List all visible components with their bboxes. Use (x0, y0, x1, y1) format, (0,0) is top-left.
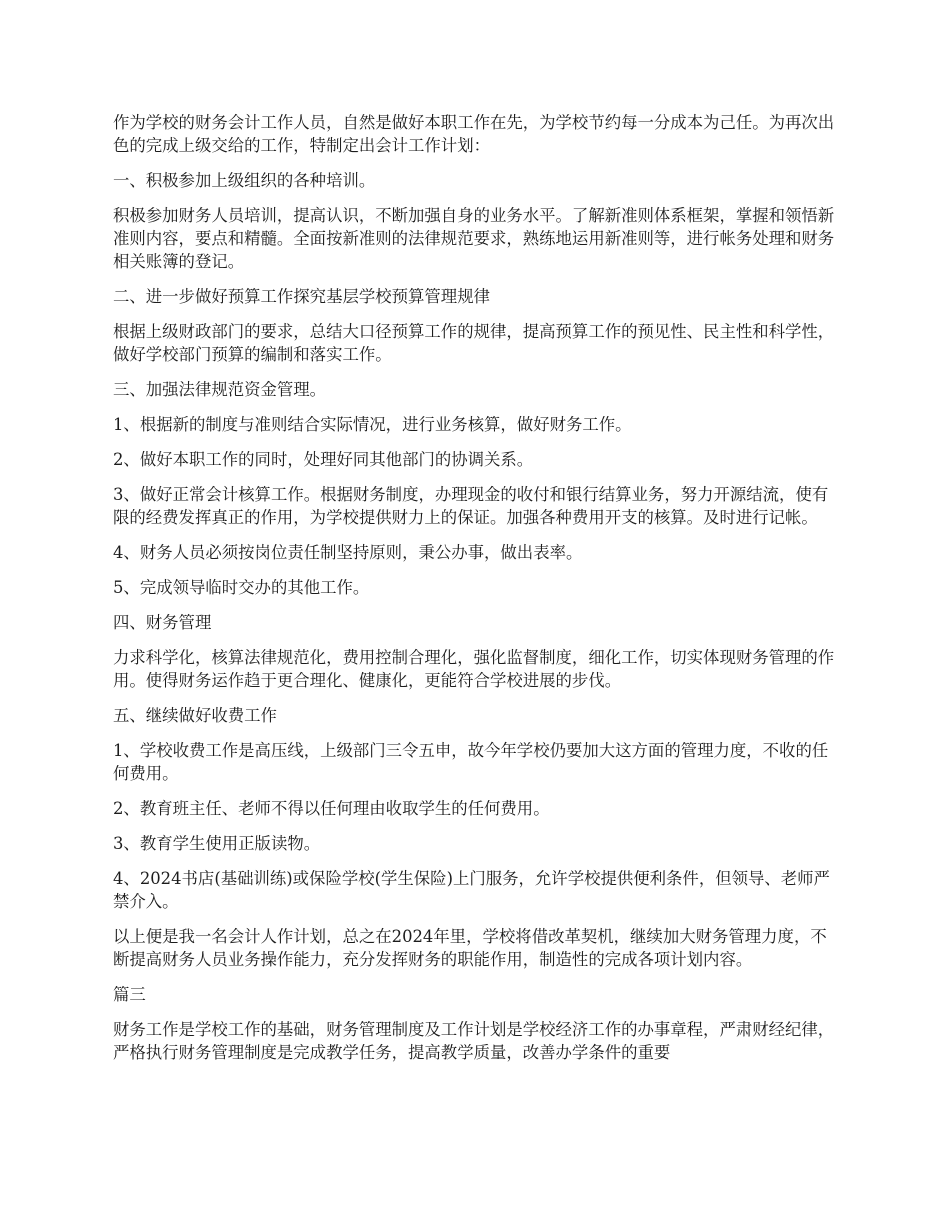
heading-section-3: 三、加强法律规范资金管理。 (113, 380, 327, 399)
paragraph-section-1: 积极参加财务人员培训，提高认识，不断加强自身的业务水平。了解新准则体系框架，掌握和领悟新准则内容，要点和精髓。全面按新准则的法律规范要求，熟练地运用新准则等，进行帐务处理和财务相关账簿的登记。 (113, 206, 835, 271)
list-item-3-1: 1、根据新的制度与准则结合实际情况，进行业务核算，做好财务工作。 (113, 415, 632, 434)
list-item-3-3: 3、做好正常会计核算工作。根据财务制度，办理现金的收付和银行结算业务，努力开源结流，使有限的经费发挥真正的作用，为学校提供财力上的保证。加强各种费用开支的核算。及时进行记帐。 (113, 485, 829, 527)
list-item-5-1: 1、学校收费工作是高压线，上级部门三令五申，故今年学校仍要加大这方面的管理力度，不收的任何费用。 (113, 741, 829, 783)
paragraph-section-2: 根据上级财政部门的要求，总结大口径预算工作的规律，提高预算工作的预见性、民主性和科学性，做好学校部门预算的编制和落实工作。 (113, 322, 835, 364)
document-body (113, 111, 840, 1076)
list-item-5-4: 4、2024书店(基础训练)或保险学校(学生保险)上门服务，允许学校提供便利条件，但领导、老师严禁介入。 (113, 869, 830, 911)
list-item-3-4: 4、财务人员必须按岗位责任制坚持原则，秉公办事，做出表率。 (113, 543, 583, 562)
paragraph-part-3: 财务工作是学校工作的基础，财务管理制度及工作计划是学校经济工作的办事章程，严肃财经纪律，严格执行财务管理制度是完成教学任务，提高教学质量，改善办学条件的重要 (113, 1020, 835, 1062)
paragraph-conclusion: 以上便是我一名会计人作计划，总之在2024年里，学校将借改革契机，继续加大财务管理力度，不断提高财务人员业务操作能力，充分发挥财务的职能作用，制造性的完成各项计划内容。 (113, 927, 827, 969)
list-item-3-5: 5、完成领导临时交办的其他工作。 (113, 578, 370, 597)
heading-section-4: 四、财务管理 (113, 613, 212, 632)
list-item-5-2: 2、教育班主任、老师不得以任何理由收取学生的任何费用。 (113, 799, 550, 818)
heading-section-1: 一、积极参加上级组织的各种培训。 (113, 171, 376, 190)
list-item-5-3: 3、教育学生使用正版读物。 (113, 834, 321, 853)
paragraph-intro: 作为学校的财务会计工作人员，自然是做好本职工作在先，为学校节约每一分成本为己任。为再次出色的完成上级交给的工作，特制定出会计工作计划： (113, 113, 835, 155)
paragraph-section-4: 力求科学化，核算法律规范化，费用控制合理化，强化监督制度，细化工作，切实体现财务管理的作用。使得财务运作趋于更合理化、健康化，更能符合学校进展的步伐。 (113, 648, 835, 690)
heading-section-5: 五、继续做好收费工作 (113, 706, 277, 725)
heading-part-3: 篇三 (113, 985, 146, 1004)
heading-section-2: 二、进一步做好预算工作探究基层学校预算管理规律 (113, 287, 490, 306)
list-item-3-2: 2、做好本职工作的同时，处理好同其他部门的协调关系。 (113, 450, 534, 469)
